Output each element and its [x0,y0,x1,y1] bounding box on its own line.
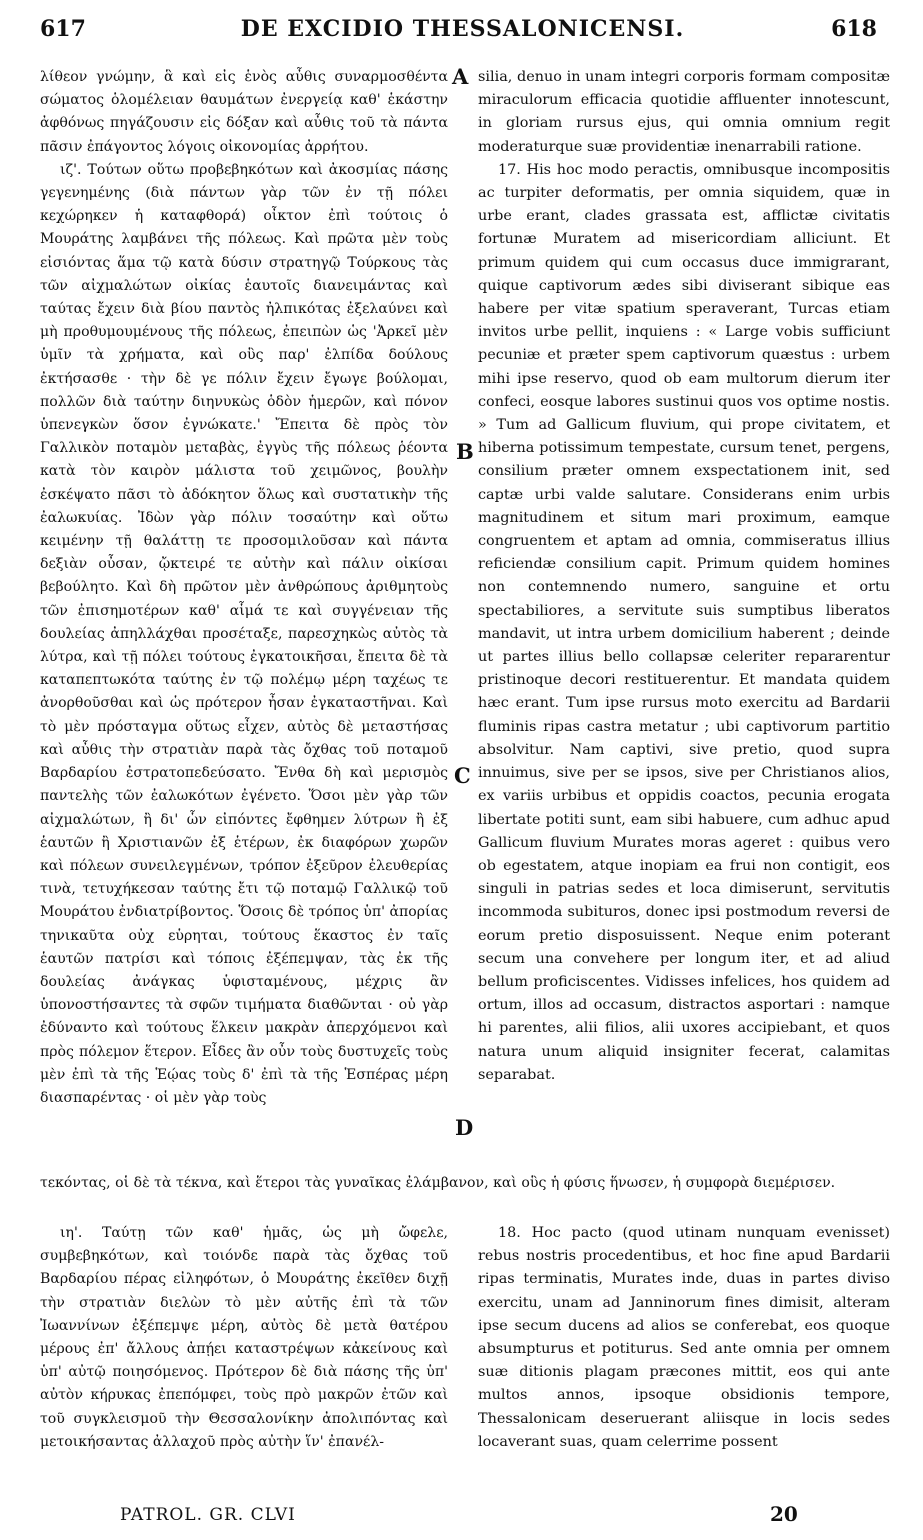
latin-column-bottom [478,1222,890,1454]
footer-signature: 20 [770,1502,798,1526]
margin-letter-c: C [454,763,471,788]
greek-bridge-line [40,1172,890,1195]
greek-column-top [40,66,448,1110]
page-number-right: 618 [831,16,877,42]
margin-letter-b: B [456,439,474,464]
greek-bridge-text: τεκόντας, οἱ δὲ τὰ τέκνα, καὶ ἕτεροι τὰς γυναῖκας ἐλάμβανον, καὶ οὓς ἡ φύσις ἥνωσεν, ἡ συμφορὰ διεμέρισεν. [40,1175,836,1191]
margin-letter-a: A [452,64,469,89]
latin-column-top [478,66,890,1087]
greek-column-bottom [40,1222,448,1454]
margin-letter-d: D [455,1115,474,1140]
page-header [20,8,905,48]
running-title: DE EXCIDIO THESSALONICENSI. [240,16,685,42]
greek-paragraph-intro: λίθεον γνώμην, ἃ καὶ εἰς ἑνὸς αὖθις συναρμοσθέντα σώματος ὁλομέλειαν θαυμάτων ἐνεργείᾳ καθ' ἑκάστην ἀφθόνως πηγάζουσιν εἰς δόξαν καὶ αὖθις τοῦ τὰ πάντα πᾶσιν ἐπάγοντος λόγοις οἰκονομίας ἀρρήτου. [40,69,448,155]
footer-series: PATROL. GR. CLVI [120,1505,296,1525]
latin-paragraph-17: 17. His hoc modo peractis, omnibusque incompositis ac turpiter deformatis, per omnia siquidem, quæ in urbe erant, clades grassata est, afflictæ civitatis fortunæ Muratem ad misericordiam alliciunt. Et primum quidem qui cum occasus duce immigrarant, quique captivorum ædes sibi diviserant sibique eas habere per vitæ spatium speraverant, Turcas etiam invitos urbe pellit, inquiens : « Large vobis sufficiunt pecuniæ et præter spem captivorum quæstus : urbem mihi ipse reservo, quod ob eam multorum dierum iter confeci, eosque labores sustinui quos vos optime nostis. » Tum ad Gallicum fluvium, qui prope civitatem, et hiberna potissimum tempestate, cursum tenet, pergens, consilium præter omnem exspectationem init, sed captæ urbi valde salutare. Considerans enim urbis magnitudinem et situm mari proximum, eamque congruentem et aptam ad omnia, commiseratus illius reficiendæ consilium capit. Primum quidem homines non contemnendo numero, sanguine et ortu spectabiliores, a servitute suis sumptibus liberatos mandavit, ut intra urbem domicilium haberent ; deinde ut partes illius bello collapsæ celeriter repararentur pristinoque decori restituerentur. Et mandata quidem hæc erant. Tum ipse rursus moto exercitu ad Bardarii fluminis ripas castra metatur ; ubi captivorum partitio absolvitur. Nam captivi, sive pretio, quod supra innuimus, sive per se ipsos, sive per Christianos alios, ex variis urbibus et oppidis coactos, pecunia erogata libertate potiti sunt, eam sibi habuere, cum adhuc apud Gallicum fluvium Murates moras ageret : quibus vero ob egestatem, atque inopiam ea frui non contigit, eos singuli in patrias sedes et loca dimiserunt, servitutis incommoda subituros, donec ipsi postmodum reversi de eorum pretio disposuissent. Neque enim poterant secum una convehere per longum iter, et ad aliud bellum proficiscentes. Vidisses infelices, hos quidem ad ortum, illos ad occasum, distractos asportari : namque hi parentes, alii filios, alii uxores accipiebant, et quos natura unum aliquid insigniter fecerat, calamitas separabat. [478,161,890,1083]
page-number-left: 617 [40,16,86,42]
greek-paragraph-17: ιζ'. Τούτων οὕτω προβεβηκότων καὶ ἀκοσμίας πάσης γεγενημένης (διὰ πάντων γὰρ τῶν ἐν τῇ πόλει κεχώρηκεν ἡ καταφθορά) οἶκτον ἐπὶ τούτοις ὁ Μουράτης λαμβάνει τῆς πόλεως. Καὶ πρῶτα μὲν τοὺς εἰσιόντας ἅμα τῷ κατὰ δύσιν στρατηγῷ Τούρκους τὰς τῶν αἰχμαλώτων οἰκίας ἑαυτοῖς διανειμάντας καὶ ταύτας ἔχειν διὰ βίου παντὸς ἠλπικότας ἐξελαύνει καὶ μὴ προθυμουμένους τῆς πόλεως, ἐπειπὼν ὡς 'Ἀρκεῖ μὲν ὑμῖν τὰ χρήματα, καὶ οὓς παρ' ἐλπίδα δούλους ἐκτήσασθε · τὴν δὲ γε πόλιν ἔχειν ἔγωγε βούλομαι, πολλῶν διὰ ταύτην διηνυκὼς ὁδὸν ἡμερῶν, καὶ πόνον ὑπενεγκὼν ὅσον ἐγνώκατε.' Ἔπειτα δὲ πρὸς τὸν Γαλλικὸν ποταμὸν μεταβὰς, ἐγγὺς τῆς πόλεως ῥέοντα κατὰ τὸν καιρὸν μάλιστα τοῦ χειμῶνος, βουλὴν ἐσκέψατο πᾶσι τὸ ἀδόκητον ὅλως καὶ συστατικὴν τῆς ἐαλωκυίας. Ἰδὼν γὰρ πόλιν τοσαύτην καὶ οὕτω κειμένην τῇ θαλάττῃ τε προσομιλοῦσαν καὶ πάντα δεξιὰν οὖσαν, ᾤκτειρέ τε αὐτὴν καὶ πάλιν οἰκίσαι βεβούλητο. Καὶ δὴ πρῶτον μὲν ἀνθρώπους ἀριθμητοὺς τῶν ἐπισημοτέρων καθ' αἷμά τε καὶ συγγένειαν τῆς δουλείας ἀπηλλάχθαι προσέταξε, παρεσχηκὼς αὐτὸς τὰ λύτρα, καὶ τῇ πόλει τούτους ἐγκατοικῆσαι, ἔπειτα δὲ τὰ καταπεπτωκότα ταύτης ἐν τῷ πολέμῳ μέρη ταχέως τε ἀνορθοῦσθαι καὶ ὡς πρότερον ἦσαν ἐγκαταστῆναι. Καὶ τὸ μὲν πρόσταγμα οὕτως εἶχεν, αὐτὸς δὲ μεταστήσας καὶ αὖθις τὴν στρατιὰν παρὰ τὰς ὄχθας τοῦ ποταμοῦ Βαρδαρίου ἐστρατοπεδεύσατο. Ἔνθα δὴ καὶ μερισμὸς παντελὴς τῶν ἐαλωκότων ἐγένετο. Ὅσοι μὲν γὰρ τῶν αἰχμαλώτων, ἢ δι' ὧν εἰπόντες ἔφθημεν λύτρων ἢ ἐξ ἑαυτῶν ἢ Χριστιανῶν ἐξ ἑτέρων, ἐκ διαφόρων χωρῶν καὶ πόλεων συνειλεγμένων, τρόπον ἐξεῦρον ἐλευθερίας τινὰ, τετυχήκεσαν ταύτης ἔτι τῷ ποταμῷ Γαλλικῷ τοῦ Μουράτου ἐνδιατρίβοντος. Ὅσοις δὲ τρόπος ὑπ' ἀπορίας τηνικαῦτα οὐχ εὑρηται, τούτους ἕκαστος ἐν ταῖς ἑαυτῶν πατρίσι καὶ τόποις ἐξέπεμψαν, τὰς ἐκ τῆς δουλείας ἀνάγκας ὑφισταμένους, μέχρις ἂν ὑπονοστήσαντες τὰ σφῶν τιμήματα διαθῶνται · οὐ γὰρ ἐδύναντο καὶ τούτους ἕλκειν μακρὰν ἀπερχόμενοι καὶ πρὸς πόλεμον ἕτερον. Εἶδες ἂν οὖν τοὺς δυστυχεῖς τοὺς μὲν ἐπὶ τὰ τῆς Ἑῴας τοὺς δ' ἐπὶ τὰ τῆς Ἑσπέρας μέρη διασπαρέντας · οἱ μὲν γὰρ τοὺς [40,161,448,1106]
greek-paragraph-18: ιη'. Ταύτῃ τῶν καθ' ἡμᾶς, ὡς μὴ ὤφελε, συμβεβηκότων, καὶ τοιόνδε παρὰ τὰς ὄχθας τοῦ Βαρδαρίου πέρας εἰληφότων, ὁ Μουράτης ἐκεῖθεν διχῇ τὴν στρατιὰν διελὼν τὸ μὲν αὐτῆς ἐπὶ τὰ τῶν Ἰωαννίνων ἐξέπεμψε μέρη, αὐτὸς δὲ μετὰ θατέρου μέρους ἐπ' ἄλλους ἀπῄει καταστρέψων κἀκείνους καὶ ὑπ' αὐτῷ ποιησόμενος. Πρότερον δὲ διὰ πάσης τῆς ὑπ' αὐτὸν κήρυκας ἐπεπόμφει, τοὺς πρὸ μακρῶν ἐτῶν καὶ τοῦ συγκλεισμοῦ τὴν Θεσσαλονίκην ἀπολιπόντας καὶ μετοικήσαντας ἀλλαχοῦ πρὸς αὐτὴν ἵν' ἐπανέλ- [40,1225,448,1450]
latin-paragraph-intro: silia, denuo in unam integri corporis formam compositæ miraculorum efficacia quotidie affluenter innotescunt, in gloriam rursus ejus, qui omnia omnium regit moderaturque suæ providentiæ inenarrabili ratione. [478,69,890,155]
latin-paragraph-18: 18. Hoc pacto (quod utinam nunquam evenisset) rebus nostris procedentibus, et hoc fine apud Bardarii ripas terminatis, Murates inde, duas in partes diviso exercitu, unam ad Janninorum fines dimisit, alteram ipse secum ducens ad alios se conferebat, eos quoque absumpturus et potiturus. Sed ante omnia per omnem suæ ditionis plagam præcones mittit, eos qui ante multos annos, ipsoque obsidionis tempore, Thessalonicam deseruerant aliisque in locis sedes locaverant suas, quam celerrime possent [478,1225,890,1450]
